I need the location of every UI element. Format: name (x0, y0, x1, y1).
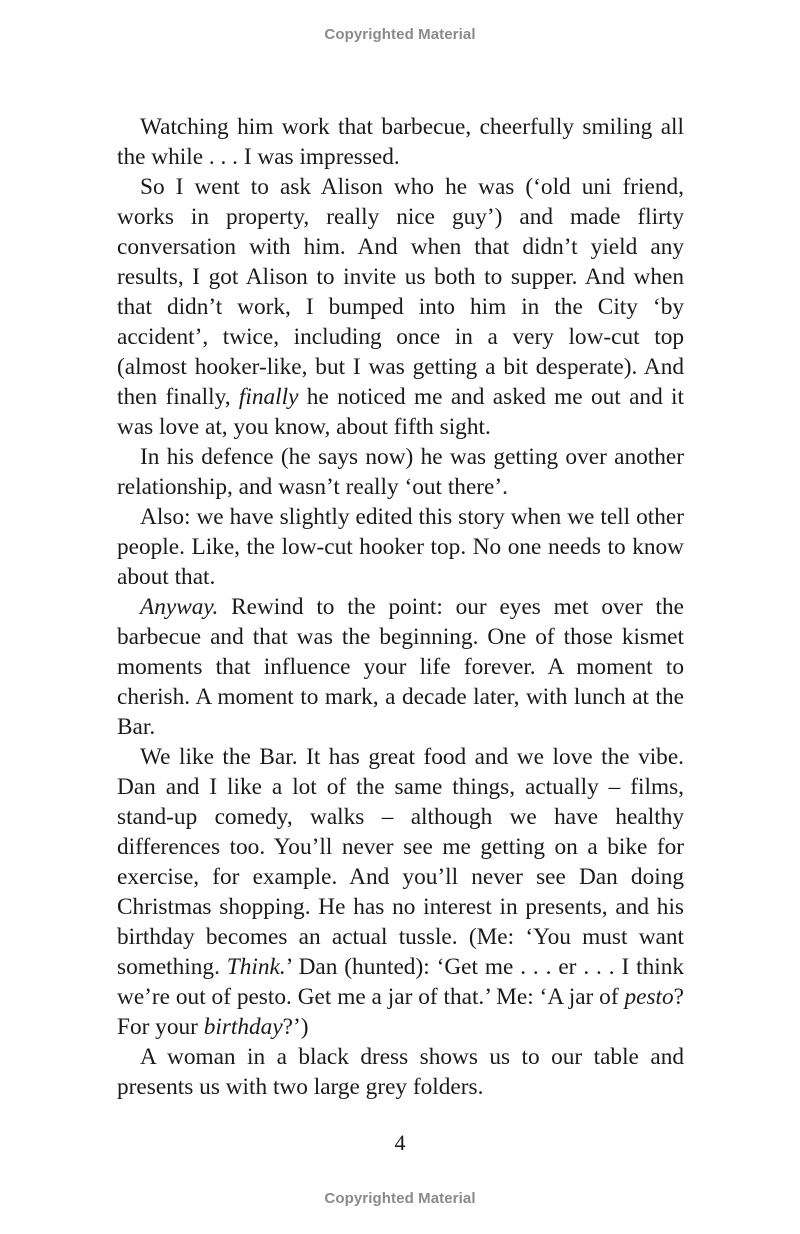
paragraph-text: In his defence (he says now) he was getting over another relationship, and wasn’t really ‘out there’. (117, 444, 684, 500)
italic-text: Think. (226, 954, 286, 980)
italic-text: birthday (203, 1014, 283, 1040)
copyright-watermark-top: Copyrighted Material (324, 26, 476, 43)
page-number: 4 (394, 1130, 406, 1155)
italic-text: Anyway. (140, 594, 219, 620)
paragraph-text: ’ Dan (hunted): ‘Get me . . . er . . . I think we’re out of pesto. Get me a jar of that.’ Me: ‘A jar of (117, 954, 684, 1010)
body-paragraph (117, 742, 684, 1042)
page-body (117, 112, 684, 1102)
body-paragraph (117, 442, 684, 502)
paragraph-text: ? For your (117, 984, 684, 1040)
paragraph-text: he noticed me and asked me out and it was love at, you know, about fifth sight. (117, 384, 685, 440)
paragraph-text: ?’) (282, 1014, 309, 1040)
copyright-watermark-bottom: Copyrighted Material (324, 1190, 476, 1207)
italic-text: pesto (624, 984, 674, 1010)
paragraph-text: Watching him work that barbecue, cheerfully smiling all the while . . . I was impressed. (117, 114, 684, 170)
body-paragraph (117, 172, 684, 442)
paragraph-text: So I went to ask Alison who he was (‘old uni friend, works in property, really nice guy’) and made flirty conversation with him. And when that didn’t yield any results, I got Alison to invite us both to supper. And when that didn’t work, I bumped into him in the City ‘by accident’, twice, including once in a very low-cut top (almost hooker-like, but I was getting a bit desperate). And then finally, (117, 174, 684, 410)
body-paragraph (117, 112, 684, 172)
body-paragraph (117, 1042, 684, 1102)
italic-text: finally (238, 384, 299, 410)
paragraph-text: A woman in a black dress shows us to our table and presents us with two large grey folders. (117, 1044, 684, 1100)
body-paragraph (117, 592, 684, 742)
paragraph-text: We like the Bar. It has great food and we love the vibe. Dan and I like a lot of the same things, actually – films, stand-up comedy, walks – although we have healthy differences too. You’ll never see me getting on a bike for exercise, for example. And you’ll never see Dan doing Christmas shopping. He has no interest in presents, and his birthday becomes an actual tussle. (Me: ‘You must want something. (117, 744, 684, 980)
body-paragraph (117, 502, 684, 592)
paragraph-text: Also: we have slightly edited this story when we tell other people. Like, the low-cut hooker top. No one needs to know about that. (117, 504, 684, 590)
paragraph-text: Rewind to the point: our eyes met over the barbecue and that was the beginning. One of those kismet moments that influence your life forever. A moment to cherish. A moment to mark, a decade later, with lunch at the Bar. (117, 594, 684, 740)
